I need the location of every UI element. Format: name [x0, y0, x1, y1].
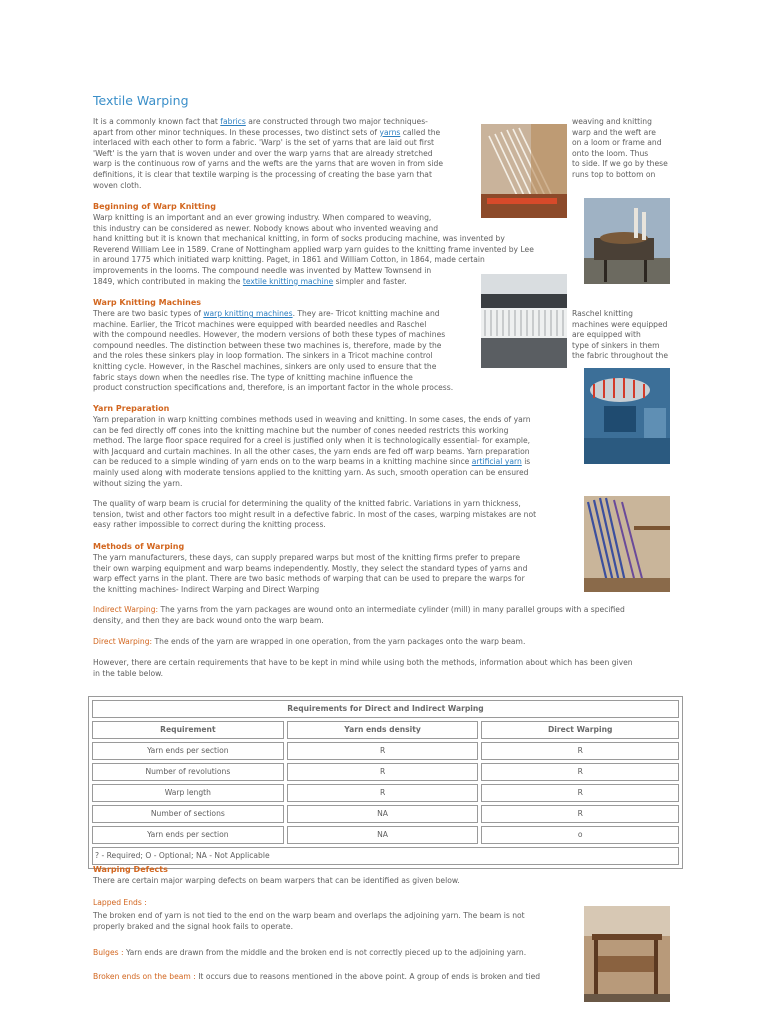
- text-line: in around 1775 which initiated warp knitting. Paget, in 1861 and William Cotton, in 1864, made certain: [93, 255, 485, 265]
- broken-ends-label: Broken ends on the beam :: [93, 972, 196, 981]
- text-line: hand knitting but it is known that mechanical knitting, in form of socks producing machine, was invented by: [93, 234, 505, 244]
- page-title: Textile Warping: [93, 93, 189, 108]
- text-line: compound needles. The distinction between these two machines is, therefore, made by the: [93, 340, 442, 350]
- text-line: knitting cycle. However, in the Raschel machines, sinkers are only used to ensure that the: [93, 361, 437, 371]
- defects-heading: Warping Defects: [93, 865, 168, 874]
- table-header: Yarn ends density: [287, 721, 479, 739]
- text-line: with Jacquard and curtain machines. In all the other cases, the yarn ends are fed off warp beams. Yarn preparation: [93, 446, 530, 456]
- indirect-warping-label: Indirect Warping:: [93, 605, 159, 614]
- table-cell: R: [481, 805, 679, 823]
- warping-creel-image-icon: [481, 124, 567, 218]
- textile-knitting-machine-link[interactable]: textile knitting machine: [242, 276, 334, 286]
- text-line: easy rather impossible to correct during the knitting process.: [93, 520, 326, 530]
- text-line: density, and then they are back wound onto the warp beam.: [93, 615, 324, 625]
- warp-knitting-frame-photo: [584, 198, 670, 284]
- warp-knitting-machines-link[interactable]: warp knitting machines: [203, 309, 293, 318]
- table-row: [92, 763, 679, 781]
- text-line: this industry can be considered as newer. Nobody knows about who invented weaving and: [93, 223, 439, 233]
- text-line: 'Weft' is the yarn that is woven under and over the warp yarns that are already stretched: [93, 148, 433, 158]
- table-row: [92, 742, 679, 760]
- lapped-ends-label: Lapped Ends :: [93, 898, 147, 907]
- text-line: definitions, it is clear that textile warping is the processing of creating the base yarn that: [93, 169, 432, 179]
- knitting-frame-image-icon: [584, 198, 670, 284]
- text-line: their own warping equipment and warp beams independently. Mostly, they select the standard types of yarns and: [93, 563, 528, 573]
- text-line: machine. Earlier, the Tricot machines were equipped with bearded needles and Raschel: [93, 319, 427, 329]
- text-line: mainly used along with moderate tensions applied to the knitting yarn. As such, smooth operation can be ensured: [93, 467, 529, 477]
- table-cell: Number of revolutions: [92, 763, 284, 781]
- text-line: warp and the weft are: [572, 127, 656, 137]
- machines-side-text: [572, 309, 682, 362]
- requirements-table: [89, 697, 682, 868]
- text-line: The quality of warp beam is crucial for determining the quality of the knitted fabric. Variations in yarn thickness,: [93, 499, 521, 508]
- table-cell: Yarn ends per section: [92, 742, 284, 760]
- text: are constructed through two major techniques-: [245, 117, 428, 126]
- text-line: on a loom or frame and: [572, 138, 662, 148]
- text-line: The broken end of yarn is not tied to the end on the warp beam and overlaps the adjoining yarn. The beam is not: [93, 911, 525, 920]
- text-line: woven cloth.: [93, 180, 142, 190]
- yarn-prep-heading: Yarn Preparation: [93, 404, 170, 413]
- text-line: However, there are certain requirements that have to be kept in mind while using both the methods, information about which has been given: [93, 658, 633, 667]
- text: There are two basic types of: [93, 309, 204, 318]
- methods-heading: Methods of Warping: [93, 542, 185, 551]
- requirements-table-container: [88, 696, 683, 869]
- circular-machine-image-icon: [584, 368, 670, 464]
- bulges-label: Bulges :: [93, 948, 124, 957]
- bulges-paragraph: [93, 948, 573, 959]
- text-line: the fabric throughout the: [572, 351, 668, 361]
- text-line: properly braked and the signal hook fails to operate.: [93, 921, 293, 931]
- text-line: warp is the continuous row of yarns and the wefts are the yarns that are woven in from side: [93, 159, 444, 169]
- beginning-heading: Beginning of Warp Knitting: [93, 202, 216, 211]
- text: Yarn ends are drawn from the middle and the broken end is not correctly pieced up to the adjoining yarn.: [123, 948, 527, 957]
- table-cell: R: [481, 784, 679, 802]
- direct-warping-paragraph: [93, 637, 693, 648]
- text-line: tension, twist and other factors too might result in a defective fabric. In most of the cases, warping mistakes are not: [93, 509, 537, 519]
- text-line: Yarn preparation in warp knitting combines methods used in weaving and knitting. In some cases, the ends of yarn: [93, 415, 531, 424]
- loom-image-icon: [584, 906, 670, 1002]
- table-footnote: ? - Required; O - Optional; NA - Not Applicable: [92, 847, 679, 865]
- methods-paragraph: [93, 553, 573, 595]
- text-line: onto the loom. Thus: [572, 148, 649, 158]
- text: . They are- Tricot knitting machine and: [292, 309, 440, 318]
- table-caption: Requirements for Direct and Indirect Warping: [92, 700, 679, 718]
- text-line: the knitting machines- Indirect Warping and Direct Warping: [93, 584, 320, 594]
- text-line: Warp knitting is an important and an ever growing industry. When compared to weaving,: [93, 213, 432, 222]
- table-cell: R: [481, 763, 679, 781]
- text-line: type of sinkers in them: [572, 340, 660, 350]
- blue-yarn-warp-photo: [584, 496, 670, 592]
- defects-intro: There are certain major warping defects on beam warpers that can be identified as given below.: [93, 876, 460, 885]
- text-line: without sizing the yarn.: [93, 478, 183, 488]
- text-line: runs top to bottom on: [572, 169, 656, 179]
- table-cell: R: [287, 784, 479, 802]
- text: can be reduced to a simple winding of yarn ends on to the warp beams in a knitting machine since: [93, 457, 472, 467]
- table-row: [92, 826, 679, 844]
- table-cell: R: [287, 742, 479, 760]
- broken-ends-paragraph: [93, 972, 573, 983]
- text: apart from other minor techniques. In these processes, two distinct sets of: [93, 127, 380, 137]
- text-line: improvements in the looms. The compound needle was invented by Mattew Townsend in: [93, 265, 432, 275]
- direct-warping-label: Direct Warping:: [93, 637, 153, 646]
- table-cell: Yarn ends per section: [92, 826, 284, 844]
- loom-photo: [584, 906, 670, 1002]
- machines-paragraph: [93, 309, 483, 394]
- table-cell: Number of sections: [92, 805, 284, 823]
- text-line: interlaced with each other to form a fabric. 'Warp' is the set of yarns that are laid out first: [93, 138, 434, 148]
- text: It is a commonly known fact that: [93, 117, 221, 126]
- text-line: Raschel knitting: [572, 309, 633, 318]
- table-cell: Warp length: [92, 784, 284, 802]
- yarn-prep-paragraph: [93, 415, 573, 489]
- lapped-ends-paragraph: [93, 911, 573, 932]
- intro-paragraph: [93, 117, 483, 191]
- text: 1849, which contributed in making the: [93, 276, 243, 286]
- yarns-link[interactable]: yarns: [379, 127, 401, 137]
- indirect-warping-paragraph: [93, 605, 693, 626]
- text-line: fabric stays down when the needles rise. The type of knitting machine influence the: [93, 372, 413, 382]
- table-cell: NA: [287, 805, 479, 823]
- text-line: Reverend William Lee in 1589. Crane of Nottingham applied warp yarn guides to the knitting frame invented by Lee: [93, 244, 534, 254]
- artificial-yarn-link[interactable]: artificial yarn: [471, 457, 522, 467]
- text: simpler and faster.: [333, 276, 407, 286]
- text: called the: [400, 127, 441, 137]
- circular-knitting-machine-photo: [584, 368, 670, 464]
- text-line: to side. If we go by these: [572, 159, 668, 169]
- text-line: method. The large floor space required for a creel is justified only when it is technologically essential- for example,: [93, 436, 531, 446]
- text-line: weaving and knitting: [572, 117, 652, 126]
- however-paragraph: [93, 658, 693, 679]
- text: The yarns from the yarn packages are wound onto an intermediate cylinder (mill) in many parallel groups with a specified: [158, 605, 625, 614]
- text: It occurs due to reasons mentioned in the above point. A group of ends is broken and tied: [195, 972, 541, 981]
- text: is: [521, 457, 531, 467]
- fabrics-link[interactable]: fabrics: [220, 117, 246, 126]
- text-line: machines were equipped: [572, 319, 668, 329]
- warp-beam-quality-paragraph: [93, 499, 573, 531]
- table-header: Requirement: [92, 721, 284, 739]
- text-line: in the table below.: [93, 668, 164, 678]
- text-line: The yarn manufacturers, these days, can supply prepared warps but most of the knitting firms prefer to prepare: [93, 553, 521, 562]
- blue-yarn-image-icon: [584, 496, 670, 592]
- table-cell: o: [481, 826, 679, 844]
- table-header: Direct Warping: [481, 721, 679, 739]
- text-line: warp effect yarns in the plant. There are two basic methods of warping that can be used to prepare the warps for: [93, 574, 525, 584]
- text-line: with the compound needles. However, the modern versions of both these types of machines: [93, 330, 446, 340]
- table-cell: NA: [287, 826, 479, 844]
- machines-heading: Warp Knitting Machines: [93, 298, 202, 307]
- table-row: [92, 805, 679, 823]
- warping-creel-photo: [481, 124, 567, 218]
- text: The ends of the yarn are wrapped in one operation, from the yarn packages onto the warp beam.: [152, 637, 526, 646]
- text-line: are equipped with: [572, 330, 641, 340]
- intro-side-text: [572, 117, 682, 181]
- table-cell: R: [287, 763, 479, 781]
- knitting-machine-needles-photo: [481, 274, 567, 368]
- text-line: and the roles these sinkers play in loop formation. The sinkers in a Tricot machine control: [93, 351, 433, 361]
- needles-image-icon: [481, 274, 567, 368]
- text-line: product construction specifications and, therefore, is an important factor in the whole process.: [93, 383, 454, 393]
- table-cell: R: [481, 742, 679, 760]
- text-line: can be fed directly off cones into the knitting machine but the number of cones needed restricts this working: [93, 425, 509, 435]
- table-row: [92, 784, 679, 802]
